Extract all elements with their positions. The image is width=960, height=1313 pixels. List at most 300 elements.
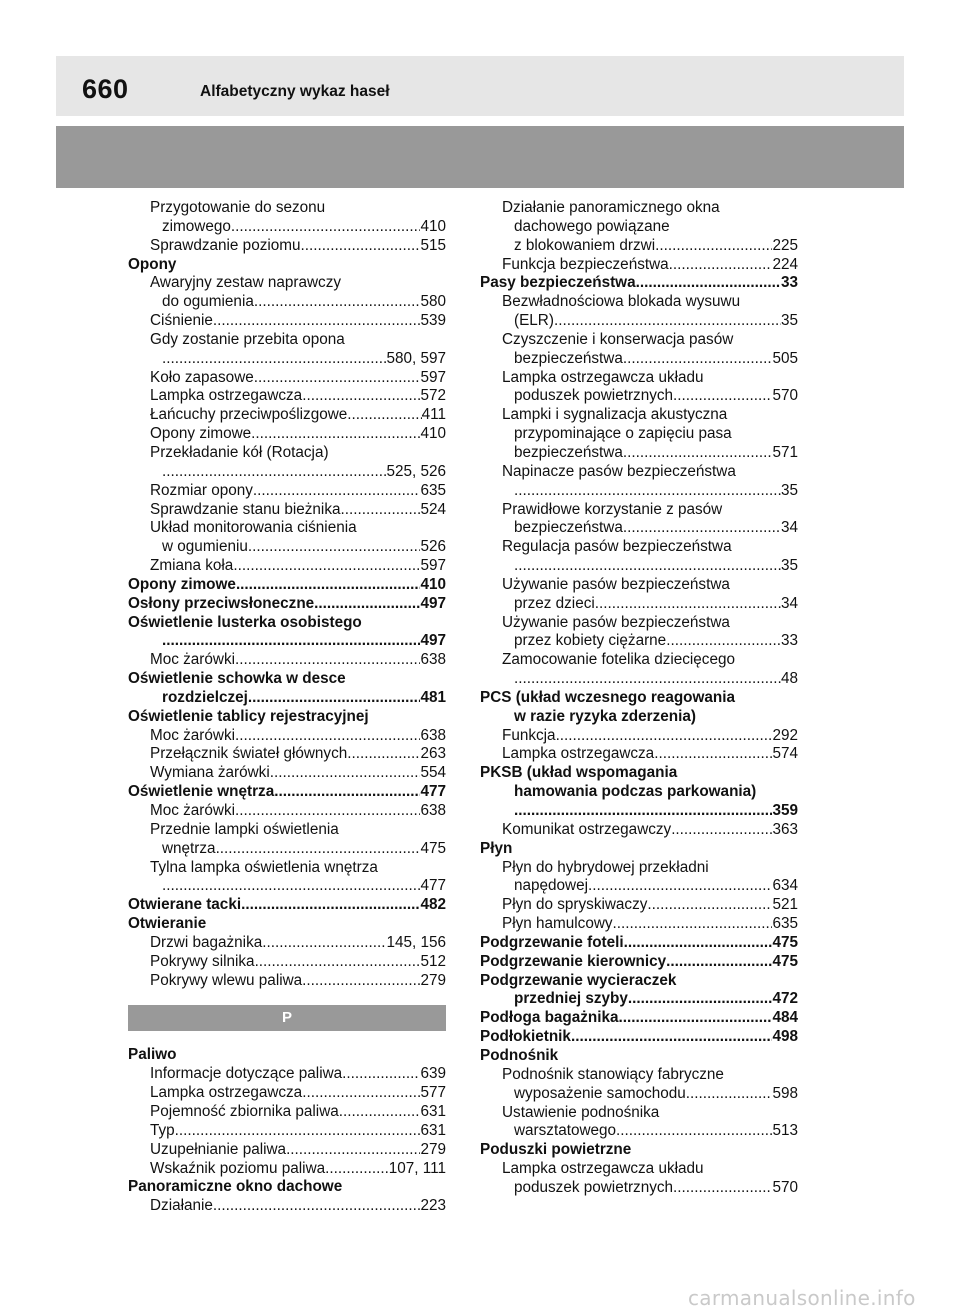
entry-text: Typ [150, 1121, 175, 1139]
entry-text: przez kobiety ciężarne [514, 632, 667, 650]
left-column [128, 199, 446, 1216]
entry-text: Łańcuchy przeciwpoślizgowe [150, 406, 348, 424]
dot-leader [554, 312, 781, 331]
index-entry [128, 840, 446, 859]
dot-leader [628, 990, 773, 1009]
index-entry [480, 972, 798, 991]
entry-page: 570 [772, 387, 798, 405]
index-entry [480, 632, 798, 651]
entry-text: Czyszczenie i konserwacja pasów [502, 330, 734, 348]
entry-text: Poduszki powietrzne [480, 1141, 632, 1159]
index-entry [480, 745, 798, 764]
index-entry [480, 802, 798, 821]
dot-leader [231, 218, 421, 237]
entry-page: 638 [420, 726, 446, 744]
entry-page: 513 [772, 1122, 798, 1140]
entry-text: Opony zimowe [128, 575, 236, 593]
index-entry [128, 896, 446, 915]
index-list-left-top [128, 199, 446, 990]
dot-leader [162, 632, 420, 651]
index-entry [480, 764, 798, 783]
index-entry [128, 915, 446, 934]
index-entry [128, 369, 446, 388]
index-entry [480, 557, 798, 576]
index-entry [480, 1104, 798, 1123]
page-number: 660 [82, 74, 129, 104]
index-entry [480, 237, 798, 256]
entry-text: PKSB (układ wspomagania [480, 764, 678, 782]
entry-text: Lampka ostrzegawcza [150, 387, 303, 405]
entry-text: Sprawdzanie stanu bieżnika [150, 500, 341, 518]
index-entry [480, 821, 798, 840]
entry-text: (ELR) [514, 312, 554, 330]
entry-page: 292 [772, 726, 798, 744]
index-entry [128, 444, 446, 463]
entry-text: bezpieczeństwa [514, 443, 623, 461]
entry-page: 482 [420, 896, 446, 914]
dot-leader [302, 1084, 420, 1103]
index-entry [128, 1141, 446, 1160]
entry-text: Lampka ostrzegawcza [502, 745, 655, 763]
index-entry [128, 651, 446, 670]
dot-leader [556, 727, 773, 746]
entry-text: Moc żarówki [150, 726, 235, 744]
index-entry [480, 463, 798, 482]
index-entry [128, 218, 446, 237]
page-title: Alfabetyczny wykaz haseł [200, 83, 390, 100]
dot-leader [514, 670, 781, 689]
dot-leader [251, 425, 420, 444]
index-entry [480, 990, 798, 1009]
entry-text: poduszek powietrznych [514, 387, 674, 405]
entry-page: 279 [420, 971, 446, 989]
entry-page: 477 [420, 783, 446, 801]
entry-text: Ciśnienie [150, 312, 213, 330]
dot-leader [595, 595, 781, 614]
entry-text: Rozmiar opony [150, 481, 253, 499]
dot-leader [248, 689, 421, 708]
entry-page: 410 [420, 217, 446, 235]
index-entry [480, 670, 798, 689]
entry-page: 639 [420, 1065, 446, 1083]
dot-leader [235, 727, 420, 746]
index-entry [128, 1046, 446, 1065]
dot-leader [339, 1103, 421, 1122]
entry-page: 363 [772, 820, 798, 838]
entry-text: przypominające o zapięciu pasa [514, 425, 732, 443]
header-bar [56, 56, 904, 116]
entry-page: 521 [772, 896, 798, 914]
dot-leader [302, 387, 420, 406]
dot-leader [253, 482, 421, 501]
entry-text: Ustawienie podnośnika [502, 1103, 660, 1121]
entry-text: Używanie pasów bezpieczeństwa [502, 575, 730, 593]
dot-leader [262, 934, 386, 953]
dot-leader [666, 632, 781, 651]
index-entry [128, 783, 446, 802]
dot-leader [671, 821, 772, 840]
entry-text: przedniej szyby [514, 990, 628, 1008]
index-entry [128, 934, 446, 953]
entry-text: dachowego powiązane [514, 217, 670, 235]
entry-text: Działanie [150, 1197, 213, 1215]
index-entry [128, 595, 446, 614]
dot-leader [314, 595, 420, 614]
dot-leader [647, 896, 772, 915]
entry-text: Oświetlenie lusterka osobistego [128, 613, 362, 631]
entry-page: 635 [420, 481, 446, 499]
entry-page: 263 [420, 745, 446, 763]
entry-page: 571 [772, 443, 798, 461]
entry-page: 35 [780, 312, 798, 330]
dot-leader [236, 576, 421, 595]
entry-text: Wymiana żarówki [150, 764, 270, 782]
entry-page: 411 [421, 406, 446, 424]
index-entry [128, 463, 446, 482]
dot-leader [571, 1028, 773, 1047]
entry-page: 225 [772, 236, 798, 254]
entry-page: 505 [772, 349, 798, 367]
index-entry [128, 821, 446, 840]
dot-leader [325, 1160, 389, 1179]
index-entry [128, 745, 446, 764]
index-entry [128, 501, 446, 520]
index-list-left-bottom [128, 1046, 446, 1216]
index-entry [128, 199, 446, 218]
entry-page: 574 [772, 745, 798, 763]
index-entry [128, 689, 446, 708]
entry-page: 512 [420, 952, 446, 970]
index-entry [128, 1065, 446, 1084]
index-entry [480, 689, 798, 708]
entry-text: Podgrzewanie kierownicy [480, 952, 667, 970]
index-entry [480, 199, 798, 218]
dot-leader [340, 501, 420, 520]
entry-text: warsztatowego [514, 1122, 617, 1140]
entry-text: Płyn do hybrydowej przekładni [502, 858, 709, 876]
entry-page: 580 [420, 293, 446, 311]
dot-leader [342, 1065, 420, 1084]
dot-leader [347, 406, 421, 425]
entry-text: Przekładanie kół (Rotacja) [150, 443, 329, 461]
entry-text: Informacje dotyczące paliwa [150, 1065, 343, 1083]
entry-text: Pasy bezpieczeństwa [480, 274, 636, 292]
entry-text: poduszek powietrznych [514, 1178, 674, 1196]
entry-text: do ogumienia [162, 293, 254, 311]
entry-text: Pokrywy wlewu paliwa [150, 971, 303, 989]
entry-text: Podgrzewanie wycieraczek [480, 971, 677, 989]
index-entry [480, 953, 798, 972]
dot-leader [233, 557, 420, 576]
entry-text: Moc żarówki [150, 651, 235, 669]
entry-text: Podłoga bagażnika [480, 1009, 619, 1027]
index-entry [128, 237, 446, 256]
entry-page: 524 [420, 500, 446, 518]
dot-leader [162, 463, 386, 482]
entry-page: 597 [420, 368, 446, 386]
dot-leader [666, 953, 772, 972]
watermark: carmanualsonline.info [688, 1286, 916, 1310]
index-entry [128, 387, 446, 406]
index-entry [480, 576, 798, 595]
entry-text: bezpieczeństwa [514, 349, 623, 367]
entry-text: Przygotowanie do sezonu [150, 199, 326, 216]
dot-leader [286, 1141, 420, 1160]
index-entry [128, 482, 446, 501]
index-entry [480, 501, 798, 520]
index-entry [128, 576, 446, 595]
index-entry [480, 331, 798, 350]
entry-page: 223 [420, 1197, 446, 1215]
dot-leader [241, 896, 420, 915]
index-entry [128, 859, 446, 878]
entry-text: Pokrywy silnika [150, 952, 255, 970]
dot-leader [235, 651, 420, 670]
index-entry [480, 1122, 798, 1141]
entry-text: Lampki i sygnalizacja akustyczna [502, 406, 728, 424]
index-entry [480, 406, 798, 425]
entry-text: Sprawdzanie poziomu [150, 236, 301, 254]
entry-text: Oświetlenie schowka w desce [128, 670, 346, 688]
entry-page: 475 [772, 933, 798, 951]
entry-text: hamowania podczas parkowania) [514, 783, 757, 801]
entry-text: bezpieczeństwa [514, 519, 623, 537]
index-entry [128, 670, 446, 689]
index-entry [128, 293, 446, 312]
entry-text: Zmiana koła [150, 557, 234, 575]
entry-text: Przełącznik świateł głównych [150, 745, 348, 763]
index-entry [128, 557, 446, 576]
entry-text: Płyn do spryskiwaczy [502, 896, 648, 914]
entry-text: Używanie pasów bezpieczeństwa [502, 613, 730, 631]
index-entry [480, 651, 798, 670]
index-entry [480, 482, 798, 501]
index-entry [480, 312, 798, 331]
entry-page: 525, 526 [386, 462, 446, 480]
entry-page: 554 [420, 764, 446, 782]
index-entry [128, 350, 446, 369]
dot-leader [162, 350, 386, 369]
entry-page: 475 [420, 839, 446, 857]
entry-text: napędowej [514, 877, 588, 895]
entry-text: Funkcja [502, 726, 556, 744]
entry-text: Bezwładnościowa blokada wysuwu [502, 293, 741, 311]
entry-text: z blokowaniem drzwi [514, 236, 656, 254]
entry-text: Podłokietnik [480, 1028, 571, 1046]
index-entry [128, 1197, 446, 1216]
index-entry [128, 1084, 446, 1103]
entry-text: Zamocowanie fotelika dziecięcego [502, 651, 735, 669]
section-header-p: P [128, 1005, 446, 1031]
dot-leader [616, 1122, 772, 1141]
index-entry [128, 877, 446, 896]
dot-leader [655, 237, 772, 256]
dot-leader [673, 387, 772, 406]
dot-leader [588, 877, 772, 896]
entry-text: w razie ryzyka zderzenia) [514, 707, 696, 725]
entry-text: Lampka ostrzegawcza [150, 1084, 303, 1102]
dot-leader [302, 972, 420, 991]
entry-text: Komunikat ostrzegawczy [502, 820, 672, 838]
index-entry [480, 614, 798, 633]
entry-text: Prawidłowe korzystanie z pasów [502, 500, 723, 518]
index-entry [128, 1160, 446, 1179]
dot-leader [669, 256, 773, 275]
entry-text: PCS (układ wczesnego reagowania [480, 688, 736, 706]
entry-page: 635 [772, 915, 798, 933]
entry-page: 634 [772, 877, 798, 895]
entry-page: 410 [420, 425, 446, 443]
index-entry [480, 859, 798, 878]
entry-text: Podgrzewanie foteli [480, 933, 624, 951]
dot-leader [514, 557, 781, 576]
entry-text: Podnośnik [480, 1046, 559, 1064]
index-entry [128, 802, 446, 821]
entry-text: wyposażenie samochodu [514, 1084, 686, 1102]
dot-leader [301, 237, 421, 256]
index-entry [480, 727, 798, 746]
entry-page: 481 [420, 688, 446, 706]
entry-page: 484 [772, 1009, 798, 1027]
entry-text: Drzwi bagażnika [150, 933, 263, 951]
index-entry [128, 406, 446, 425]
entry-text: Oświetlenie tablicy rejestracyjnej [128, 707, 369, 725]
entry-page: 33 [780, 274, 798, 292]
entry-page: 597 [420, 557, 446, 575]
index-entry [480, 274, 798, 293]
entry-page: 410 [420, 575, 446, 593]
entry-text: Płyn [480, 839, 513, 857]
index-entry [128, 331, 446, 350]
dot-leader [624, 934, 773, 953]
entry-text: Panoramiczne okno dachowe [128, 1178, 343, 1196]
entry-text: Opony [128, 255, 177, 273]
index-entry [480, 840, 798, 859]
entry-text: Napinacze pasów bezpieczeństwa [502, 462, 736, 480]
dot-leader [514, 802, 772, 821]
index-list-right [480, 199, 798, 1198]
entry-page: 145, 156 [386, 933, 446, 951]
index-entry [480, 1179, 798, 1198]
entry-text: Przednie lampki oświetlenia [150, 820, 339, 838]
index-entry [480, 350, 798, 369]
index-entry [128, 972, 446, 991]
index-entry [480, 595, 798, 614]
dot-leader [248, 538, 421, 557]
dot-leader [213, 1197, 421, 1216]
entry-text: Moc żarówki [150, 802, 235, 819]
entry-text: Uzupełnianie paliwa [150, 1140, 287, 1158]
dot-leader [213, 312, 421, 331]
index-entry [480, 1141, 798, 1160]
entry-page: 359 [772, 802, 798, 819]
entry-page: 631 [420, 1121, 446, 1139]
entry-text: wnętrza [162, 839, 216, 857]
entry-page: 598 [772, 1084, 798, 1102]
entry-text: Pojemność zbiornika paliwa [150, 1102, 339, 1120]
entry-page: 539 [420, 312, 446, 330]
entry-page: 570 [772, 1178, 798, 1196]
dot-leader [623, 350, 773, 369]
dot-leader [514, 482, 781, 501]
entry-text: Gdy zostanie przebita opona [150, 330, 345, 348]
entry-page: 34 [780, 594, 798, 612]
index-entry [128, 274, 446, 293]
index-entry [480, 1047, 798, 1066]
entry-text: Koło zapasowe [150, 368, 254, 386]
entry-page: 572 [420, 387, 446, 405]
dot-leader [636, 274, 781, 293]
entry-page: 48 [780, 670, 798, 688]
index-entry [128, 519, 446, 538]
index-entry [128, 764, 446, 783]
entry-page: 34 [780, 519, 798, 537]
entry-page: 35 [780, 481, 798, 499]
index-entry [128, 727, 446, 746]
index-entry [480, 425, 798, 444]
dot-leader [255, 953, 421, 972]
dot-leader [686, 1085, 773, 1104]
entry-page: 107, 111 [388, 1159, 446, 1177]
index-entry [480, 387, 798, 406]
entry-page: 497 [420, 594, 446, 612]
entry-page: 33 [780, 632, 798, 650]
entry-page: 497 [420, 632, 446, 650]
index-entry [480, 915, 798, 934]
entry-page: 638 [420, 802, 446, 819]
index-entry [128, 708, 446, 727]
entry-text: w ogumieniu [162, 538, 248, 556]
index-entry [480, 877, 798, 896]
index-entry [480, 708, 798, 727]
entry-text: Awaryjny zestaw naprawczy [150, 274, 342, 292]
dot-leader [619, 1009, 773, 1028]
entry-page: 631 [420, 1102, 446, 1120]
entry-page: 477 [420, 877, 446, 895]
dot-leader [254, 369, 421, 388]
index-entry [128, 538, 446, 557]
dot-leader [235, 802, 420, 821]
index-entry [480, 1160, 798, 1179]
entry-text: Tylna lampka oświetlenia wnętrza [150, 858, 378, 876]
entry-text: Otwieranie [128, 915, 207, 933]
index-entry [480, 1028, 798, 1047]
entry-text: przez dzieci [514, 594, 595, 612]
index-entry [480, 934, 798, 953]
index-entry [128, 312, 446, 331]
entry-text: Paliwo [128, 1046, 177, 1064]
index-entry [128, 1178, 446, 1197]
dot-leader [673, 1179, 772, 1198]
dot-leader [216, 840, 421, 859]
index-entry [480, 256, 798, 275]
dot-leader [254, 293, 421, 312]
index-entry [128, 1122, 446, 1141]
dot-leader [347, 745, 420, 764]
index-entry [128, 425, 446, 444]
index-entry [480, 444, 798, 463]
entry-text: Lampka ostrzegawcza układu [502, 1160, 704, 1178]
entry-page: 498 [772, 1028, 798, 1046]
dot-leader [175, 1122, 421, 1141]
entry-page: 475 [772, 952, 798, 970]
index-entry [480, 896, 798, 915]
entry-text: zimowego [162, 217, 231, 235]
header-band [56, 126, 904, 188]
entry-text: Regulacja pasów bezpieczeństwa [502, 538, 732, 556]
dot-leader [623, 519, 781, 538]
entry-page: 515 [420, 236, 446, 254]
